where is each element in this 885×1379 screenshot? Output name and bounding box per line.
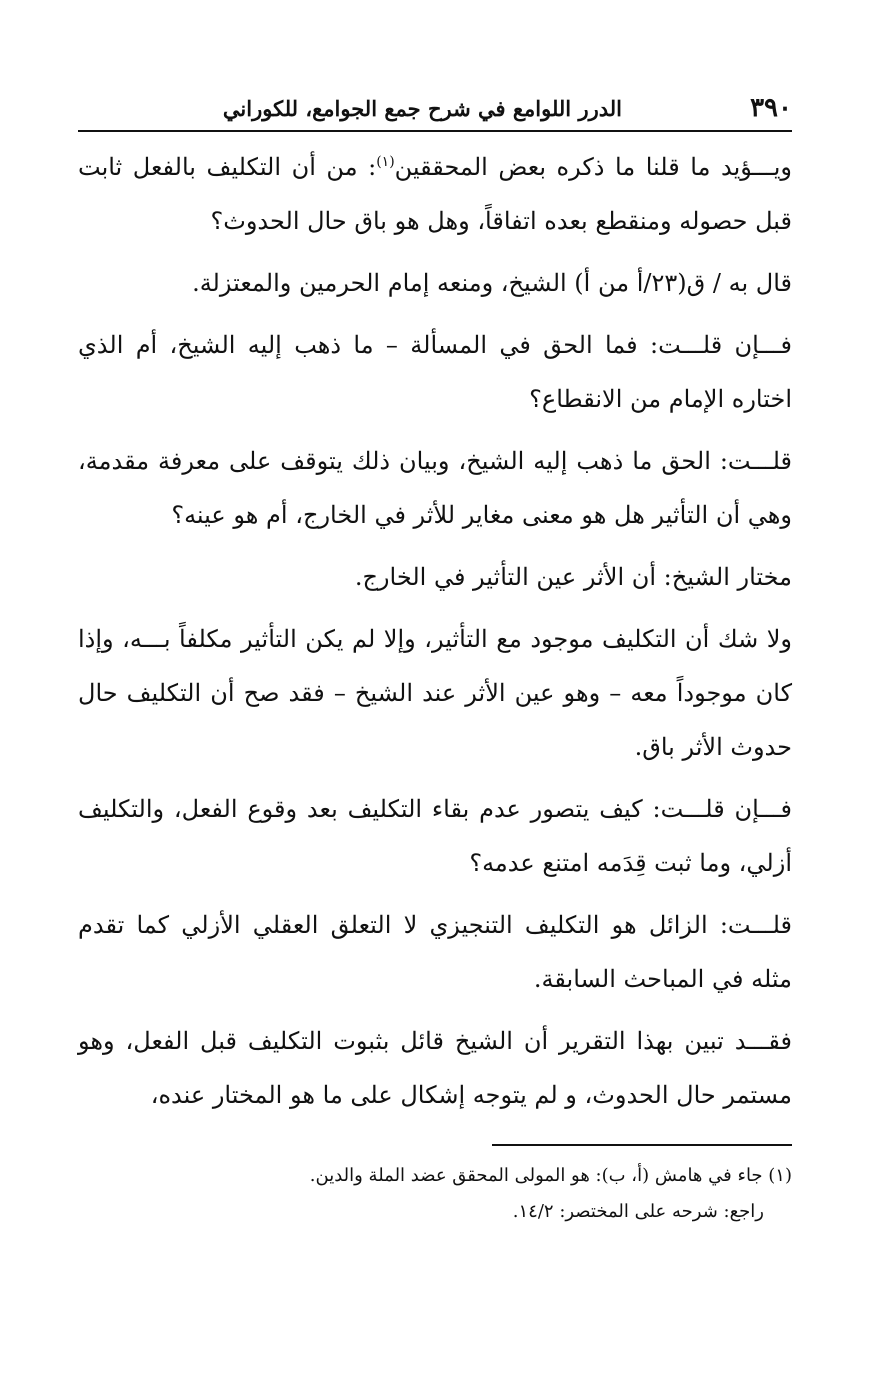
paragraph-text: ما قلنا ما ذكره بعض المحققين xyxy=(394,153,721,181)
footnote-1-continuation: راجع: شرحه على المختصر: ١٤/٢. xyxy=(512,1201,764,1222)
paragraph-text-rest: : من أن التكليف بالفعل ثابت قبل حصوله ومنقطع بعده اتفاقاً، وهل هو باق حال الحدوث؟ xyxy=(78,153,792,235)
paragraph-text: كيف يتصور عدم بقاء التكليف بعد وقوع الفعل، والتكليف أزلي، وما ثبت قِدَمه امتنع عدمه؟ xyxy=(78,795,792,877)
footnotes xyxy=(78,1158,792,1230)
paragraph-8 xyxy=(78,898,792,1006)
paragraph-lead: فـــإن قلـــت: xyxy=(650,331,793,359)
paragraph-lead: فقـــد xyxy=(734,1027,792,1055)
running-title: الدرر اللوامع في شرح جمع الجوامع، للكوراني xyxy=(222,96,622,121)
page-header xyxy=(78,90,792,132)
paragraph-lead: قلـــت: xyxy=(719,911,792,939)
paragraph-text: الزائل هو التكليف التنجيزي لا التعلق العقلي الأزلي كما تقدم مثله في المباحث السابقة. xyxy=(78,911,792,993)
page-number: ٣٩٠ xyxy=(750,93,792,123)
paragraph-text: فما الحق في المسألة – ما ذهب إليه الشيخ، أم الذي اختاره الإمام من الانقطاع؟ xyxy=(78,331,792,413)
paragraph-lead: قلـــت: xyxy=(719,447,792,475)
paragraph-text: الحق ما ذهب إليه الشيخ، وبيان ذلك يتوقف على معرفة مقدمة، وهي أن التأثير هل هو معنى مغاير للأثر في الخارج، أم هو عينه؟ xyxy=(78,447,792,529)
paragraph-1 xyxy=(78,140,792,248)
paragraph-text: قال به / ق(٢٣/أ من أ) الشيخ، ومنعه إمام الحرمين والمعتزلة. xyxy=(192,269,792,297)
document-page xyxy=(78,90,792,1230)
paragraph-3 xyxy=(78,318,792,426)
paragraph-7 xyxy=(78,782,792,890)
paragraph-text: ولا شك أن التكليف موجود مع التأثير، وإلا لم يكن التأثير مكلفاً بـــه، وإذا كان موجوداً معه – وهو عين الأثر عند الشيخ – فقد صح أن التكليف حال حدوث الأثر باق. xyxy=(78,625,792,761)
footnote-divider xyxy=(492,1144,792,1146)
paragraph-lead: ويـــؤيد xyxy=(720,153,793,181)
paragraph-text: تبين بهذا التقرير أن الشيخ قائل بثبوت التكليف قبل الفعل، وهو مستمر حال الحدوث، و لم يتوجه إشكال على ما هو المختار عنده، xyxy=(78,1027,792,1109)
paragraph-lead: فـــإن قلـــت: xyxy=(652,795,793,823)
paragraph-6 xyxy=(78,612,792,774)
paragraph-text: مختار الشيخ: أن الأثر عين التأثير في الخارج. xyxy=(354,563,792,591)
footnote-1: (١) جاء في هامش (أ، ب): هو المولى المحقق عضد الملة والدين. xyxy=(309,1165,792,1186)
paragraph-9 xyxy=(78,1014,792,1122)
footnote-marker: (١) xyxy=(376,154,395,170)
paragraph-4 xyxy=(78,434,792,542)
body-text xyxy=(78,140,792,1122)
paragraph-2 xyxy=(78,256,792,310)
paragraph-5 xyxy=(78,550,792,604)
